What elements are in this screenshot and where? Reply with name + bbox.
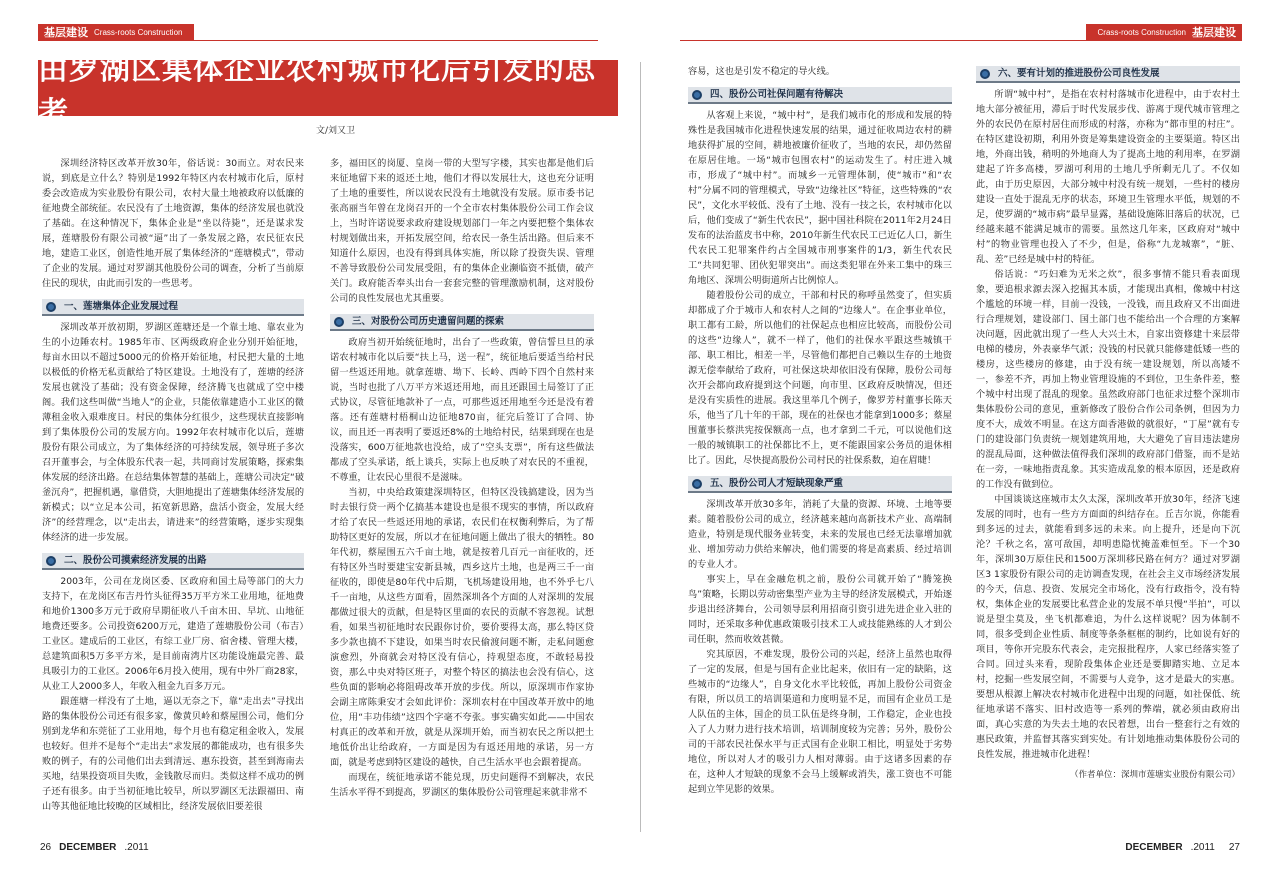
bullet-icon [334, 317, 344, 327]
bullet-icon [980, 69, 990, 79]
section-heading-3 [330, 314, 594, 331]
bullet-icon [692, 479, 702, 489]
header-left [38, 22, 194, 42]
paragraph: 而现在，统征地承诺不能兑现，历史问题得不到解决，农民生活水平得不到提高，罗湖区的集体股份公司管理起来就非常不 [330, 772, 594, 798]
footer-right [1117, 842, 1240, 853]
section-heading-6 [976, 66, 1240, 83]
bullet-icon [692, 90, 702, 100]
paragraph: 跟莲塘一样没有了土地，逼以无奈之下，靠“走出去”寻找出路的集体股份公司还有很多家，像黄贝岭和蔡屋围公司，他们分别到龙华和东莞征了工业用地，每个月也有稳定租金收入，发展也较好。但并不是每个“走出去”求发展的都能成功，也有很多失败的例子，有的公司他们出去到清远、惠东投资，甚至到海南去买地，结果投资项目失败，金钱散尽而归。类似这样不成功的例子还有很多。由于当初征地比较早，所以罗湖区无法跟福田、南山等其他征地比较晚的区域相比，经济发展依旧要差很 [42, 696, 304, 812]
section-title: 五、股份公司人才短缺现象严重 [710, 478, 844, 489]
section-title: 四、股份公司社保问题有待解决 [710, 89, 844, 100]
paragraph: 政府当初开始统征地时，出台了一些政策，曾信誓旦旦的承诺农村城市化以后要“扶上马，送一程”，统征地后要适当给村民留一些返还用地。就拿莲塘、坳下、长岭、西岭下四个自然村来说，当时也批了八万平方米返还用地，而且还跟国土局签订了正式协议，尽管征地款补了一点，可那些返还用地至今还是没有着落。还有莲塘村梧桐山边征地870亩，征完后签订了合同、协议，而且还一再表明了要返还8%的土地给村民，结果到现在也是没落实，600万征地款也没给，成了“空头支票”，所有这些做法都成了空头承诺，纸上谈兵，实际上也反映了对农民的不重视，不尊重，让农民心里很不是滋味。 [330, 337, 594, 483]
byline: 文/刘又卫 [316, 126, 356, 136]
paragraph: 多，福田区的岗厦、皇岗一带的大型写字楼，其实也都是他们后来征地留下来的返还土地，他们才得以发展壮大，这也充分证明了土地的重要性，所以说农民没有土地就没有发展。原市委书记张高丽当年曾在龙岗召开的一个全市农村集体股份公司工作会议上，当时许诺说要求政府建设规划部门一年之内要把整个集体农村规划做出来，开拓发展空间，给农民一条生活出路。但后来不知道什么原因，也没有得到具体实施，所以除了投资失误、管理不善导致股份公司发展受阻，有的集体企业濒临资不抵债，破产关门。政府能否奉头出台一套套完整的管理激励机制，这对股份公司的良性发展也尤其重要。 [330, 158, 594, 304]
article-title: 由罗湖区集体企业农村城市化后引发的思考 [38, 52, 596, 131]
section-title: 六、要有计划的推进股份公司良性发展 [998, 68, 1160, 79]
footer-right-year: .2011 [1190, 842, 1215, 853]
section-title: 三、对股份公司历史遗留问题的探索 [352, 316, 505, 327]
footer-left-year: .2011 [124, 842, 149, 853]
header-right-label [1086, 24, 1242, 40]
page-gutter [640, 62, 641, 832]
header-right [1086, 22, 1242, 42]
page-number-right: 27 [1228, 842, 1240, 853]
footer-right-month: DECEMBER [1125, 842, 1183, 853]
paragraph: 当初，中央给政策建深圳特区，但特区没钱搞建设，因为当时去银行贷一两个亿搞基本建设也是很不现实的事情，所以政府才给了农民一些返还用地的承诺，农民们在权衡利弊后，为了帮助特区更好的发展，所以才在征地问题上做出了很大的牺牲。80年代初，蔡屋围五六千亩土地，就是按着几百元一亩征收的，还有特区外当时要建宝安新县城，西乡这片土地，也是两三千一亩征收的，即使是80年代中后期，飞机场建设用地，也不外乎七八千一亩地，从这些方面看，固然深圳各个方面的人对深圳的发展都做过很大的贡献，但是特区里面的农民的贡献不容忽视。试想看，如果当初征地时农民跟你讨价，要价要得太高，那么特区贷多少款也搞不下建设，如果当时农民偷渡问题不断，走私问题愈演愈烈，外商就会对特区没有信心，持观望态度，不敢轻易投资，那么中央对特区班子，对整个特区的搞法也会没有信心，这些负面的影响必将阻碍改革开放的步伐。所以，原深圳市作家协会副主席陈秉安才会如此评价：深圳农村在中国改革开放中的地位，用“丰功伟绩”这四个字毫不夸张。事实确实如此——中国农村真正的改革和开放，就是从深圳开始，而当初农民之所以把土地低价出让给政府，一方面是因为有返还用地的承诺，另一方面，就是考虑到特区建设的越快，自己生活水平也会跟着提高。 [330, 487, 594, 768]
header-right-cn: 基层建设 [1192, 26, 1236, 39]
column-3 [688, 64, 952, 836]
header-right-en: Crass-roots Construction [1097, 27, 1186, 37]
footer-left-month: DECEMBER [59, 842, 117, 853]
column-1 [42, 156, 304, 836]
header-left-en: Crass-roots Construction [94, 27, 183, 37]
bullet-icon [46, 556, 56, 566]
paragraph: 从客观上来说，“城中村”，是我们城市化的形成和发展的特殊性是我国城市化进程快速发展的结果，通过征收周边农村的耕地获得扩展的空间，耕地被廉价征收了，当地的农民，却仍然留在原居住地。一场“城市包围农村”的运动发生了。村庄进入城市，形成了“城中村”。而城乡一元管理体制，使“城市”和“农村”分属不同的管理模式，导致“边缘社区”特征，这些特殊的“农民”，文化水平较低、没有了土地、没有一技之长，农村城市化以后，他们变成了“新生代农民”，据中国社科院在2011年2月24日发布的法治蓝皮书中称，2010年新生代农民工已近亿人口，新生代农民工犯罪案件约占全国城市刑事案件的1/3，新生代农民工“共同犯罪、团伙犯罪突出”。而这类犯罪在外来工集中的珠三角地区、深圳公明街道所占比例惊人。 [688, 110, 952, 286]
header-left-label [38, 24, 194, 40]
paragraph: 深圳改革开放初期，罗湖区莲塘还是一个靠土地、靠农业为生的小边陲农村。1985年市、区两级政府企业分别开始征地，每亩水田以不超过5000元的价格开始征地，村民把大量的土地以极低的价格无私贡献给了特区建设。土地没有了，莲塘的经济发展也就没了基础；没有资金保障，经济腾飞也就成了空中楼阁。我们这些叫做“当地人”的企业，只能依靠建造小工业区的微薄租金收入艰难度日。村民的集体分红很少，这些现状直接影响到了集体股份公司的发展方向。1992年农村城市化以后，莲塘股份有限公司成立，为了集体经济的可持续发展，领导班子多次召开董事会，与全体股东代表一起，共同商讨发展策略，探索集体发展的经济出路。在总结集体智慧的基础上，莲塘公司决定“破釜沉舟”，把握机遇，靠借贷，大胆地提出了莲塘集体经济发展的新模式；以“立足本公司，拓宽新思路，盘活小资金，发展大经济”的经营理念，以“走出去，请进来”的经营策略，逐步实现集体经济的进一步发展。 [42, 322, 304, 543]
paragraph: 所谓“城中村”，是指在农村村落城市化进程中，由于农村土地大部分被征用，滞后于时代发展步伐、游离于现代城市管理之外的农民仍在原村居住而形成的村落，亦称为“都市里的村庄”。在特区建设初期，利用外资是筹集建设资金的主要渠道。特区出地，外商出钱，稍明的外地商人为了提高土地的利用率，在罗湖建起了许多高楼，罗湖可利用的土地几乎所剩无几了。不仅如此，由于历史原因，大部分城中村没有统一规划，一些村的楼房建设一直处于混乱无序的状态，环境卫生管理水平低，规划的不足，使罗湖的“城市病”最早显露，基础设施陈旧落后的状况，已经越来越不能满足城市的需要。虽然这几年来，区政府对“城中村”的物业管理也投入了不少，但是，俗称“九龙城寨”，“脏、乱、差”已经是城中村的特征。 [976, 89, 1240, 265]
paragraph: 事实上，早在金融危机之前，股份公司就开始了“腾笼换鸟”策略，长期以劳动密集型产业为主导的经济发展模式，开始逐步退出经济舞台，公司领导层利用招商引资引进先进企业入驻的同时，还采取多种优惠政策吸引技术工人或技能熟练的人才到公司任职，然而收效甚微。 [688, 574, 952, 645]
paragraph: 2003年，公司在龙岗区委、区政府和国土局等部门的大力支持下，在龙岗区布吉丹竹头征得35万平方米工业用地，征地费和地价1300多万元于政府早期征收八千亩木田、早坑、山地征地费还要多。公司投资6200万元，建造了莲塘股份公司（布吉）工业区。建成后的工业区，有综工业厂房、宿舍楼、管理大楼，总建筑面积5万多平方米，是目前南湾片区功能设施最完善、最具吸引力的工业区。2006年6月投入使用，现有中外厂商28家，从业工人2000多人，年收入租金九百多万元。 [42, 576, 304, 692]
bullet-icon [46, 302, 56, 312]
header-left-rule [38, 40, 598, 41]
paragraph: 随着股份公司的成立，干部和村民的称呼虽然变了，但实质却都成了介于城市人和农村人之间的“边缘人”。在企事业单位，职工都有工龄，所以他们的社保起点也相应比较高，而股份公司的这些“边缘人”，就不一样了，他们的社保水平跟这些城镇干部、职工相比，相差一半，尽管他们都把自己赖以生存的土地资源无偿奉献给了政府，可社保这块却依旧没有保障，股份公司每次开会都向政府提到这个问题，向市里、区政府反映情况，但还是没有实质性的进展。我这里举几个例子，像罗芳村董事长陈天乐，他当了几十年的干部，现在的社保也才能拿到1000多；蔡屋围董事长蔡洪宪按保额高一点，也才拿到二千元，可以说他们这一般的城镇职工的社保都比不上，更不能跟国家公务员的退休相比了。因此，尽快提高股份公司村民的社保系数，迫在眉睫！ [688, 290, 952, 466]
section-heading-4 [688, 87, 952, 104]
paragraph: 容易，这也是引发不稳定的导火线。 [688, 66, 835, 77]
section-heading-1 [42, 299, 304, 316]
section-title: 一、莲塘集体企业发展过程 [64, 301, 179, 312]
section-heading-5 [688, 476, 952, 493]
header-right-rule [680, 40, 1242, 41]
author-affiliation: （作者单位：深圳市莲塘实业股份有限公司） [1069, 770, 1240, 780]
page-number-left: 26 [40, 842, 52, 853]
footer-left [40, 842, 149, 853]
section-title: 二、股份公司摸索经济发展的出路 [64, 555, 207, 566]
header-left-cn: 基层建设 [44, 26, 88, 39]
paragraph: 深圳改革开放30多年，消耗了大量的资源、环境、土地等要素。随着股份公司的成立，经济越来越向高新技术产业、高端制造业，特别是现代服务业转变，未来的发展也已经无法靠增加就业、增加劳动力供给来解决，他们需要的将是高素质、经过培训的专业人才。 [688, 499, 952, 570]
column-2 [330, 156, 594, 836]
paragraph: 究其原因，不难发现，股份公司的兴起，经济上虽然也取得了一定的发展，但是与国有企业比起来，依旧有一定的缺陷，这些城市的“边缘人”，自身文化水平比较低，再加上股份公司资金有限，所以员工的培训渠道和力度明显不足，而国有企业员工是人队伍的主体，国企的员工队伍是终身制，工作稳定，企业也投入了人力财力进行技术培训，培训制度较为完善；另外，股份公司的干部农民社保水平与正式国有企业职工相比，明显处于劣势地位，所以对人才的吸引力人相对薄弱。由于这诸多因素的存在，这种人才短缺的现象不会马上缓解或消失，涨工资也不可能起到立竿见影的效果。 [688, 649, 952, 795]
paragraph: 中国谈谈这座城市太久太深，深圳改革开放30年，经济飞速发展的同时，也有一些方方面面的纠结存在。丘吉尔说，你能看到多远的过去，就能看到多远的未来。向上提升，还是向下沉沦？千秋之名，富可敌国，却明患隐忧掩盖难恒至。下一个30年，深圳30万原住民和1500万深圳移民路在何方？通过对罗湖区3 1家股份有限公司的走访调查发现，在社会主义市场经济发展的今天，信息、投资、发展完全市场化，没有行政指令，没有特权，集体企业的发展要比私营企业的发展不单只慢“半拍”，可以说是望尘莫及，坐飞机都难追，为什么这样说呢？因为体制不同，很多受到企业性质、制度等条条框框的制约，比如说有好的项目，等你开完股东代表会，走完报批程序，人家已经落实签了合同。回过头来看，现阶段集体企业还是要脚踏实地、立足本村，挖掘一些发展空间，不需要与人竞争，这才是最大的实惠。要想从根源上解决农村城市化进程中出现的问题，如社保低、统征地承诺不落实、旧村改造等一系列的弊端，就必须由政府出面，真心实意的为失去土地的农民着想，出台一整套行之有效的惠民政策，并监督其落实到实处。有计划地推动集体股份公司的良性发展，推进城市化进程！ [976, 494, 1240, 760]
paragraph: 俗话说：“巧妇难为无米之炊”，很多事情不能只看表面现象，要追根求源去深入挖掘其本质，才能现出真相，像城中村这个尴尬的环境一样，目前一没钱，一没钱，而且政府又不出面进行合理规划，建设部门、国土部门也不能给出一个合理的方案解决问题，因此就出现了一些人大兴土木，自家出资修建十来层带电梯的楼房，外表豪华气派；没钱的村民就只能修建低矮一些的楼房，这些楼房的修建，由于没有统一建设规划，所以高矮不一，参差不齐，再加上物业管理设施的不到位，卫生条件差，整个城中村出现了混乱的现象。虽然政府部门也征求过整个深圳市集体股份公司的意见，重新修改了股份合作公司条例，但因为力度不大，成效不明显。在这方面香港做的就很好，“丁屋”就有专门的建设部门负责统一规划建筑用地，大大避免了盲目违法建房的混乱局面，这种做法值得我们深圳的政府部门借鉴，而不是站在一旁，一味地指责乱象。其实造成乱象的根本原因，还是政府的工作没有做到位。 [976, 269, 1240, 490]
paragraph: 深圳经济特区改革开放30年，俗话说：30而立。对农民来说，到底是立什么？特别是1992年特区内农村城市化后，原村委会改造成为实业股份有限公司，农村大量土地被政府以低廉的征地费全部统征。农民没有了土地资源，集体的经济发展也就没了基础。在这种情况下，集体企业是“坐以待毙”，还是谋求发展，莲塘股份有限公司被“逼”出了一条发展之路，农民征农民地，建造工业区，创造性地开展了集体经济的“莲塘模式”，带动了企业的发展。通过对罗湖其他股份公司的调查，分析了当前原住民的现状，由此而引发的一些思考。 [42, 158, 304, 289]
column-4 [976, 64, 1240, 836]
section-heading-2 [42, 553, 304, 570]
